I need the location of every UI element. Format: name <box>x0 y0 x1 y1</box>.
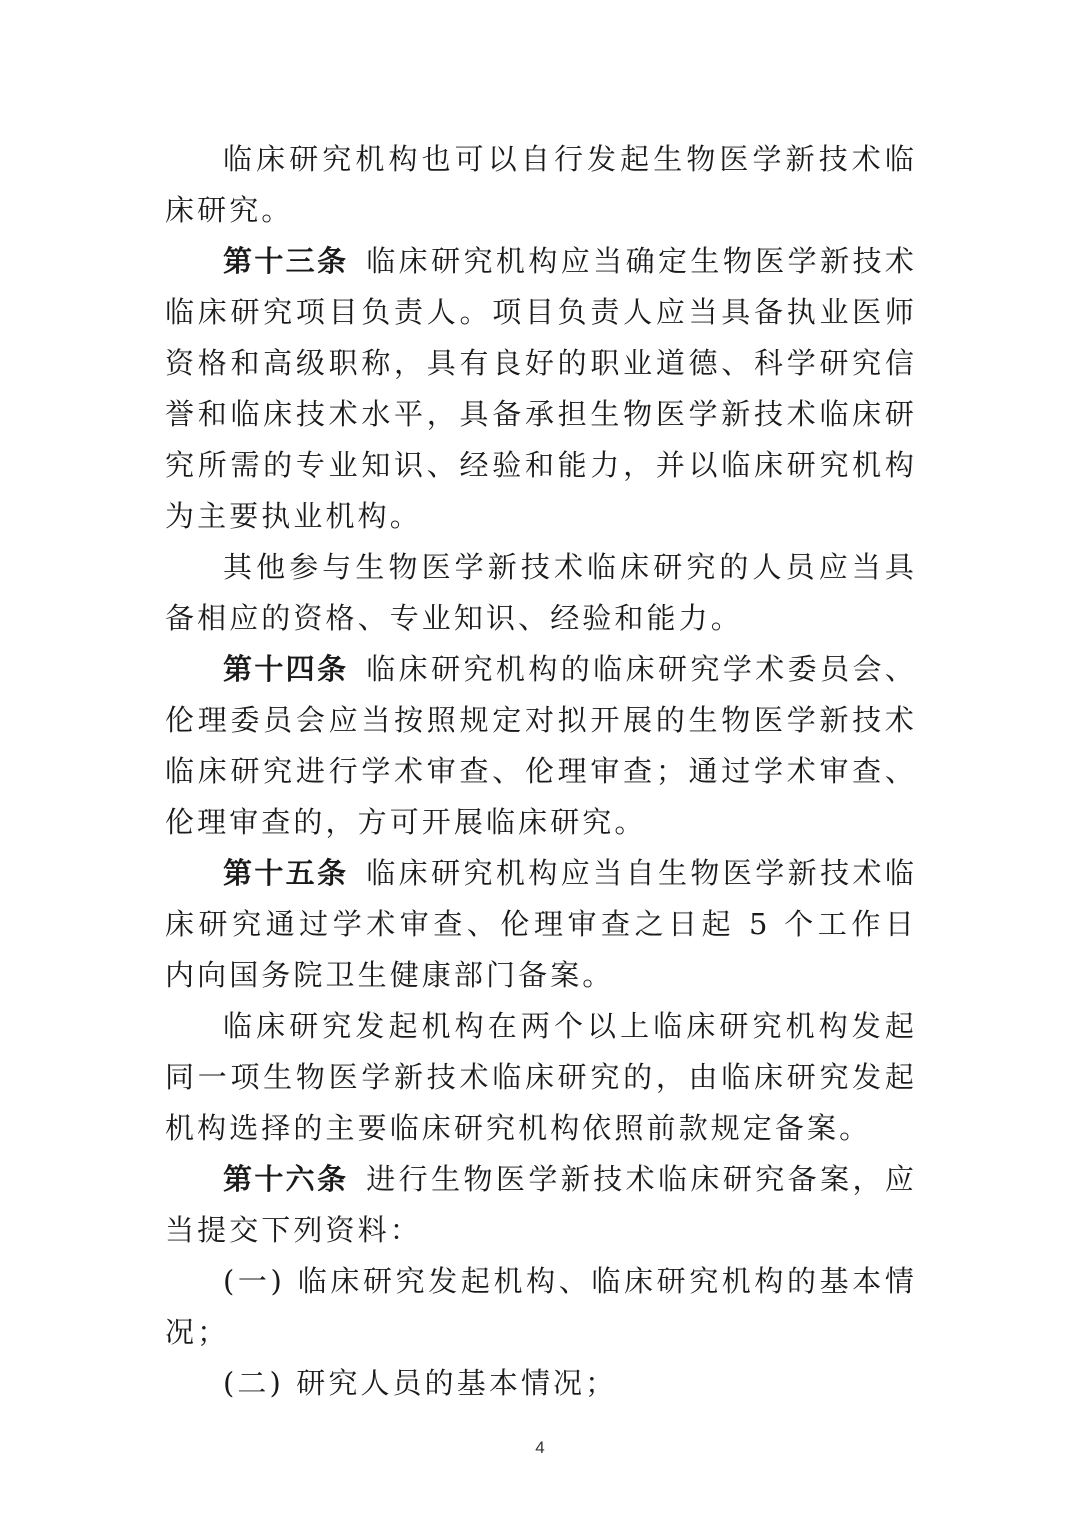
paragraph <box>165 542 917 644</box>
article-heading: 第十四条 <box>223 652 349 686</box>
paragraph <box>165 1001 917 1154</box>
paragraph-text: 临床研究机构应当自生物医学新技术临床研究通过学术审查、伦理审查之日起 5 个工作日内向国务院卫生健康部门备案。 <box>165 856 917 992</box>
article-paragraph <box>165 236 917 542</box>
list-item <box>165 1256 917 1358</box>
article-paragraph <box>165 848 917 1001</box>
paragraph-text: 进行生物医学新技术临床研究备案，应当提交下列资料： <box>165 1162 917 1247</box>
article-heading: 第十三条 <box>223 244 349 278</box>
article-paragraph <box>165 644 917 848</box>
article-heading: 第十六条 <box>223 1162 349 1196</box>
paragraph-text: 其他参与生物医学新技术临床研究的人员应当具备相应的资格、专业知识、经验和能力。 <box>165 550 917 635</box>
list-item-text: (二) 研究人员的基本情况； <box>223 1366 618 1400</box>
list-item-text: (一) 临床研究发起机构、临床研究机构的基本情况； <box>165 1264 917 1349</box>
paragraph-text: 临床研究机构应当确定生物医学新技术临床研究项目负责人。项目负责人应当具备执业医师资格和高级职称，具有良好的职业道德、科学研究信誉和临床技术水平，具备承担生物医学新技术临床研究所需的专业知识、经验和能力，并以临床研究机构为主要执业机构。 <box>165 244 917 533</box>
paragraph <box>165 134 917 236</box>
paragraph-text: 临床研究机构也可以自行发起生物医学新技术临床研究。 <box>165 142 917 227</box>
article-paragraph <box>165 1154 917 1256</box>
document-body <box>165 134 917 1409</box>
page-number: 4 <box>535 1438 545 1457</box>
paragraph-text: 临床研究机构的临床研究学术委员会、伦理委员会应当按照规定对拟开展的生物医学新技术临床研究进行学术审查、伦理审查；通过学术审查、伦理审查的，方可开展临床研究。 <box>165 652 917 839</box>
list-item <box>165 1358 917 1409</box>
article-heading: 第十五条 <box>223 856 349 890</box>
paragraph-text: 临床研究发起机构在两个以上临床研究机构发起同一项生物医学新技术临床研究的，由临床研究发起机构选择的主要临床研究机构依照前款规定备案。 <box>165 1009 917 1145</box>
